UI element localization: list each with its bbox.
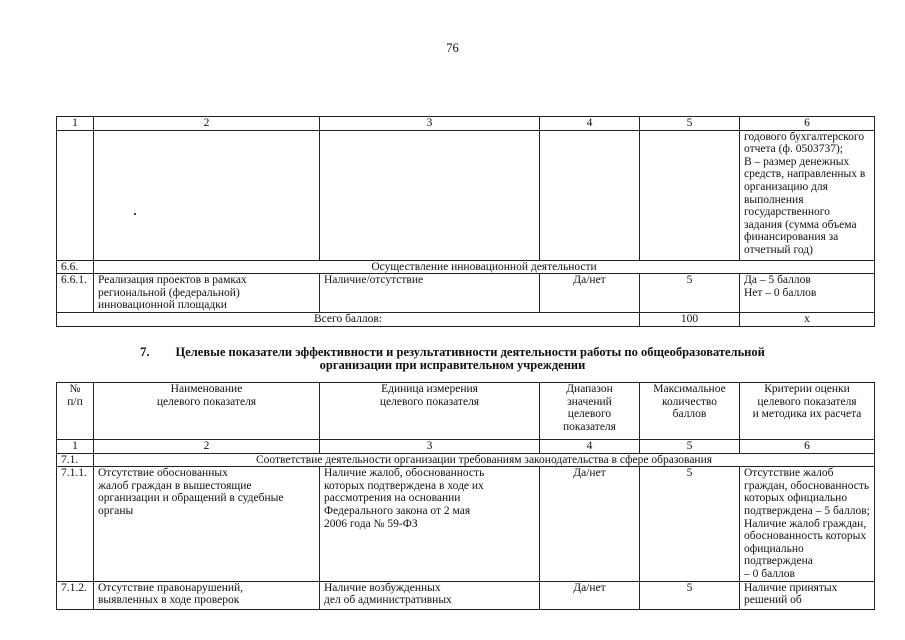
max-points-cell: 5	[640, 274, 740, 313]
unit-cell: Наличие жалоб, обоснованность которых подтверждена в ходе их рассмотрения на основании Федерального закона от 2 мая 2006 года № 59-ФЗ	[320, 467, 540, 581]
column-number-row	[57, 440, 875, 454]
header-row	[57, 383, 875, 440]
row-number-cell: 7.1.2.	[57, 581, 94, 609]
section-number: 6.6.	[57, 260, 94, 274]
criteria-table-section-6	[56, 116, 875, 327]
max-points-cell: 5	[640, 581, 740, 609]
indicator-name-cell: Отсутствие обоснованных жалоб граждан в вышестоящие организации и обращений в судебные органы	[94, 467, 320, 581]
table-row	[57, 274, 875, 313]
page-number: 76	[446, 41, 459, 55]
range-cell	[540, 130, 640, 260]
col-number-4: 4	[540, 440, 640, 454]
col-number-3: 3	[320, 117, 540, 131]
col-number-3: 3	[320, 440, 540, 454]
col-number-6: 6	[740, 117, 875, 131]
section-7-title: Целевые показатели эффективности и результативности деятельности работы по общеобразовательной	[175, 345, 765, 359]
criteria-cell: Отсутствие жалоб граждан, обоснованность которых официально подтверждена – 5 баллов; Наличие жалоб граждан, обоснованность которых официально подтверждена – 0 баллов	[740, 467, 875, 581]
section-title: Осуществление инновационной деятельности	[94, 260, 875, 274]
col-number-4: 4	[540, 117, 640, 131]
max-points-cell: 5	[640, 467, 740, 581]
range-cell: Да/нет	[540, 467, 640, 581]
col-number-5: 5	[640, 440, 740, 454]
section-title: Соответствие деятельности организации требованиям законодательства в сфере образования	[94, 453, 875, 467]
total-mark: х	[740, 312, 875, 326]
header-criteria: Критерии оценки целевого показателя и методика их расчета	[740, 383, 875, 440]
header-indicator-name: Наименование целевого показателя	[94, 383, 320, 440]
criteria-cell: годового бухгалтерского отчета (ф. 0503737); В – размер денежных средств, направленных в организацию для выполнения государственного задания (сумма объема финансирования за отчетный год)	[740, 130, 875, 260]
col-number-1: 1	[57, 440, 94, 454]
row-number-cell: 7.1.1.	[57, 467, 94, 581]
unit-cell: Наличие/отсутствие	[320, 274, 540, 313]
table-row	[57, 581, 875, 609]
range-cell: Да/нет	[540, 581, 640, 609]
section-7-heading-line-1	[0, 346, 905, 359]
criteria-table-section-7	[56, 382, 875, 610]
indicator-name-cell: Реализация проектов в рамках региональной (федеральной) инновационной площадки	[94, 274, 320, 313]
total-label: Всего баллов:	[57, 312, 640, 326]
col-number-5: 5	[640, 117, 740, 131]
header-range: Диапазон значений целевого показателя	[540, 383, 640, 440]
total-value: 100	[640, 312, 740, 326]
total-row	[57, 312, 875, 326]
header-number: № п/п	[57, 383, 94, 440]
column-number-row	[57, 117, 875, 131]
table-row	[57, 467, 875, 581]
criteria-cell: Наличие принятых решений об	[740, 581, 875, 609]
header-max-points: Максимальное количество баллов	[640, 383, 740, 440]
unit-cell: Наличие возбужденных дел об административных	[320, 581, 540, 609]
unit-cell	[320, 130, 540, 260]
header-unit: Единица измерения целевого показателя	[320, 383, 540, 440]
section-7-number: 7.	[140, 345, 150, 359]
indicator-name-cell	[94, 130, 320, 260]
section-row	[57, 453, 875, 467]
range-cell: Да/нет	[540, 274, 640, 313]
indicator-name-cell: Отсутствие правонарушений, выявленных в ходе проверок	[94, 581, 320, 609]
criteria-cell: Да – 5 баллов Нет – 0 баллов	[740, 274, 875, 313]
col-number-2: 2	[94, 440, 320, 454]
row-number-cell	[57, 130, 94, 260]
row-number-cell: 6.6.1.	[57, 274, 94, 313]
col-number-2: 2	[94, 117, 320, 131]
max-points-cell	[640, 130, 740, 260]
table-row	[57, 130, 875, 260]
section-7-heading	[0, 346, 905, 372]
col-number-6: 6	[740, 440, 875, 454]
section-row	[57, 260, 875, 274]
col-number-1: 1	[57, 117, 94, 131]
section-7-title-line-2: организации при исправительном учреждении	[319, 357, 586, 372]
section-number: 7.1.	[57, 453, 94, 467]
